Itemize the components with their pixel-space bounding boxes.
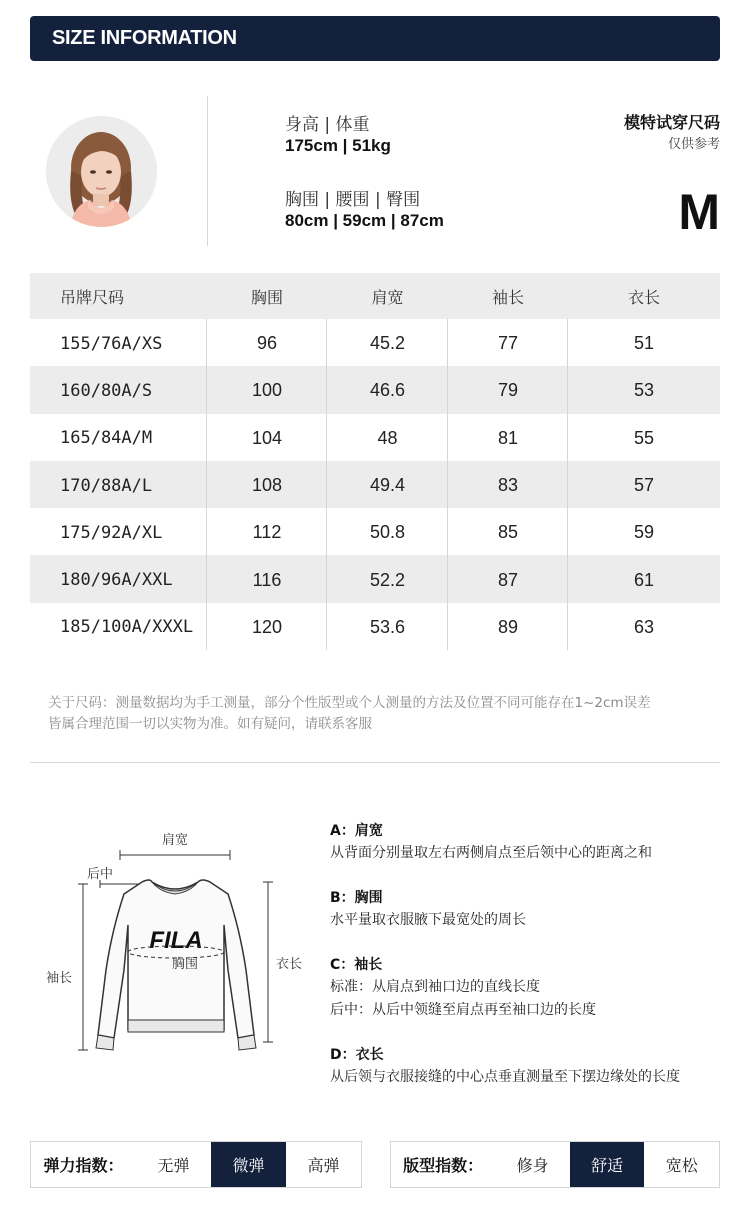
fit-size: M: [678, 184, 720, 240]
elasticity-option-high: 高弹: [307, 1156, 340, 1175]
elasticity-label: 弹力指数：: [43, 1156, 124, 1175]
def-sleeve-text-standard: 标准：从肩点到袖口边的直线长度: [330, 979, 540, 995]
height-weight-value: 175cm | 51kg: [285, 136, 391, 155]
fit-option-slim: 修身: [516, 1156, 549, 1175]
table-cell: 53.6: [327, 603, 448, 650]
table-row: [30, 508, 720, 555]
table-cell: 63: [633, 616, 655, 637]
shoulder-label: 肩宽: [161, 833, 189, 848]
header-cell: 胸围: [250, 287, 283, 307]
table-cell: 116: [207, 555, 327, 602]
elasticity-option-slight: 微弹: [211, 1142, 286, 1187]
table-cell: 59: [633, 522, 655, 543]
table-row: [30, 366, 720, 413]
back-center-label: 后中: [87, 867, 114, 882]
size-note: [48, 693, 718, 735]
table-cell: 46.6: [327, 366, 448, 413]
model-divider: [207, 96, 208, 246]
table-cell: 155/76A/XS: [30, 319, 207, 366]
table-cell: 79: [448, 366, 568, 413]
table-cell: 85: [448, 508, 568, 555]
fit-subtitle: 仅供参考: [667, 137, 720, 152]
table-cell: 160/80A/S: [30, 366, 207, 413]
fit-title: 模特试穿尺码: [623, 113, 720, 132]
table-cell: 55: [633, 427, 655, 448]
def-sleeve-title: C：袖长: [330, 957, 383, 973]
fit-option-regular: 舒适: [570, 1142, 645, 1187]
chest-label: 胸围: [172, 957, 199, 972]
header-title: SIZE INFORMATION: [52, 27, 237, 49]
table-cell: 83: [448, 461, 568, 508]
header-cell: 肩宽: [371, 287, 404, 307]
table-cell: 53: [633, 380, 655, 401]
def-shoulder-text: 从背面分别量取左右两侧肩点至后领中心的距离之和: [330, 845, 652, 861]
table-cell: 48: [327, 414, 448, 461]
table-cell: 61: [633, 569, 655, 590]
fila-logo: FILA: [149, 927, 203, 954]
table-cell: 108: [207, 461, 327, 508]
measure-value: 80cm | 59cm | 87cm: [285, 211, 444, 230]
table-cell: 50.8: [327, 508, 448, 555]
def-chest-text: 水平量取衣服腋下最宽处的周长: [330, 912, 526, 928]
table-cell: 49.4: [327, 461, 448, 508]
table-row: [30, 555, 720, 602]
table-cell: 77: [448, 319, 568, 366]
header-bar: [30, 16, 720, 61]
table-row: [30, 414, 720, 461]
table-cell: 57: [633, 475, 655, 496]
table-cell: 96: [207, 319, 327, 366]
elasticity-index: [30, 1141, 362, 1188]
table-cell: 185/100A/XXXL: [30, 603, 207, 650]
table-cell: 89: [448, 603, 568, 650]
def-sleeve-text-back: 后中：从后中领缝至肩点再至袖口边的长度: [330, 1002, 596, 1018]
table-cell: 100: [207, 366, 327, 413]
table-cell: 104: [207, 414, 327, 461]
model-avatar: [46, 116, 157, 227]
table-row: [30, 319, 720, 366]
header-cell: 吊牌尺码: [60, 287, 125, 307]
header-cell: 袖长: [491, 287, 524, 307]
sleeve-label: 袖长: [46, 971, 73, 986]
table-cell: 52.2: [327, 555, 448, 602]
table-cell: 175/92A/XL: [30, 508, 207, 555]
fit-option-loose: 宽松: [665, 1156, 698, 1175]
table-cell: 81: [448, 414, 568, 461]
def-chest-title: B：胸围: [330, 890, 383, 906]
section-divider: [30, 762, 720, 763]
header-cell: 衣长: [627, 287, 660, 307]
length-label: 衣长: [276, 957, 303, 972]
table-cell: 51: [633, 333, 655, 354]
elasticity-option-none: 无弹: [157, 1156, 190, 1175]
table-cell: 180/96A/XXL: [30, 555, 207, 602]
table-cell: 170/88A/L: [30, 461, 207, 508]
table-row: [30, 461, 720, 508]
fit-index: [390, 1141, 720, 1188]
measurement-diagram: [40, 820, 310, 1070]
table-row: [30, 603, 720, 650]
def-length-text: 从后领与衣服接缝的中心点垂直测量至下摆边缘处的长度: [330, 1069, 680, 1085]
table-header: [30, 273, 720, 319]
table-cell: 120: [207, 603, 327, 650]
note-line: 皆属合理范围一切以实物为准。如有疑问，请联系客服: [48, 716, 372, 732]
height-weight-label: 身高 | 体重: [285, 115, 370, 135]
table-cell: 165/84A/M: [30, 414, 207, 461]
def-length-title: D：衣长: [330, 1047, 384, 1063]
fit-label: 版型指数：: [403, 1156, 484, 1175]
table-cell: 87: [448, 555, 568, 602]
table-cell: 112: [207, 508, 327, 555]
note-line: 关于尺码：测量数据均为手工测量，部分个性版型或个人测量的方法及位置不同可能存在1~2cm误差: [48, 695, 651, 711]
def-shoulder-title: A：肩宽: [330, 823, 383, 839]
size-table: [30, 273, 720, 650]
table-cell: 45.2: [327, 319, 448, 366]
measure-label: 胸围 | 腰围 | 臀围: [285, 190, 421, 210]
